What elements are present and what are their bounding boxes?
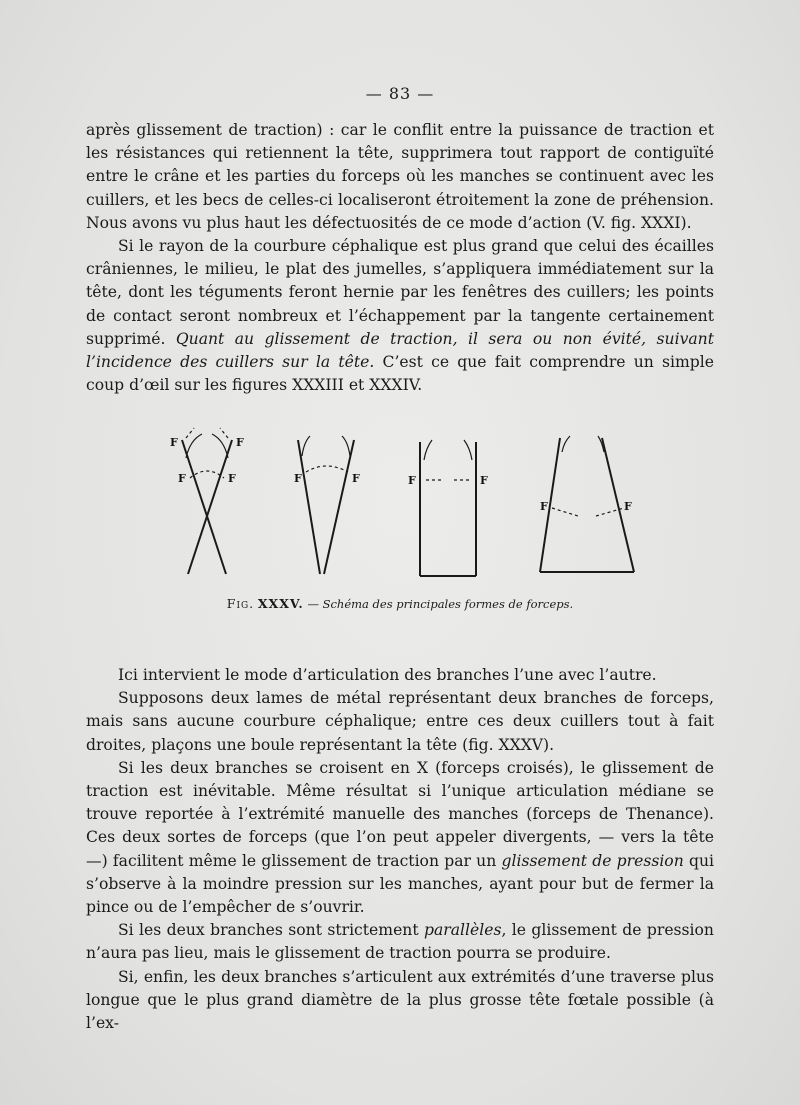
label-f: F	[228, 472, 236, 485]
paragraph-text: C’est ce que fait comprendre un simple coup d’œil sur les figures XXXIII et XXXIV.	[86, 353, 715, 395]
traction-arrow-v	[306, 466, 348, 472]
paragraph-text: , le glissement de pression n’aura pas lieu, mais le glissement de traction pourra se produire.	[86, 921, 714, 963]
label-f: F	[170, 436, 178, 449]
paragraph-italic-text: glissement de pression	[501, 851, 684, 870]
forceps-figure	[150, 420, 670, 590]
crossed-curve-right	[212, 434, 228, 458]
traction-arrow-trapezoid-left	[552, 508, 578, 516]
paragraph: Si, enfin, les deux branches s’articulent aux extrémités d’une traverse plus longue que le plus grand diamètre de la plus grosse tête fœtale possible (à l’ex-	[86, 967, 714, 1033]
v-curve-left	[302, 436, 310, 456]
paragraph-text: Si le rayon de la courbure céphalique est plus grand que celui des écailles crâniennes, le milieu, le plat des jumelles, s’appliquera immédiatement sur la tête, dont les téguments feront hernie par les fenêtres des cuillers; les points de contact seront nombreux et l’échappement par la tangente certainement supprimé.	[86, 237, 714, 348]
label-f: F	[624, 500, 632, 513]
v-branch-left	[298, 440, 320, 574]
paragraph: après glissement de traction) : car le conflit entre la puissance de traction et les résistances qui retiennent la tête, supprimera tout rapport de contiguïté entre le crâne et les parties du forceps où les manches se continuent avec les cuillers, et les becs de celles-ci localiseront étroitement la zone de préhension. Nous avons vu plus haut les défectuosités de ce mode d’action (V. fig. XXXI).	[86, 121, 714, 232]
v-branch-right	[324, 440, 354, 574]
label-f: F	[178, 472, 186, 485]
paragraph	[86, 919, 714, 965]
label-f: F	[540, 500, 548, 513]
crossed-curve-left	[186, 434, 202, 458]
escape-arrow-right	[220, 428, 228, 438]
crossed-branch-left	[182, 440, 226, 574]
paragraph	[86, 757, 714, 919]
label-f: F	[408, 474, 416, 487]
paragraph-italic-text: parallèles	[424, 921, 502, 940]
figure-caption	[0, 596, 800, 611]
text-block-upper	[86, 119, 714, 397]
paragraph: Ici intervient le mode d’articulation des branches l’une avec l’autre.	[118, 666, 657, 684]
paragraph	[86, 235, 714, 397]
page-number: — 83 —	[365, 84, 435, 103]
text-block-lower	[86, 664, 714, 1035]
label-f: F	[480, 474, 488, 487]
crossed-branch-right	[188, 440, 232, 574]
forceps-schema-diagram	[150, 420, 670, 590]
label-f: F	[236, 436, 244, 449]
caption-number: XXXV.	[257, 596, 304, 611]
caption-dash: —	[303, 597, 323, 611]
paragraph-text: Si les deux branches sont strictement	[118, 921, 424, 940]
paragraph-italic-text: Quant au glissement de traction, il sera ou non évité, suivant l’incidence des cuillers sur la tête.	[86, 329, 714, 372]
parallel-curve-right	[464, 440, 472, 460]
paragraph-text: qui s’observe à la moindre pression sur les manches, ayant pour but de fermer la pince ou de l’empêcher de s’ouvrir.	[86, 851, 714, 917]
caption-title: Schéma des principales formes de forceps.	[322, 597, 574, 611]
caption-label: Fig.	[226, 596, 255, 611]
escape-arrow-left	[186, 428, 194, 438]
paragraph-text: Si les deux branches se croisent en X (forceps croisés), le glissement de traction est inévitable. Même résultat si l’unique articulation médiane se trouve reportée à l’extrémité manuelle des manches (forceps de Thenance). Ces deux sortes de forceps (que l’on peut appeler divergents, — vers la tête —) facilitent même le glissement de traction par un	[86, 758, 714, 870]
trapezoid-curve-left	[562, 436, 570, 452]
v-curve-right	[342, 436, 350, 456]
label-f: F	[294, 472, 302, 485]
paragraph: Supposons deux lames de métal représentant deux branches de forceps, mais sans aucune courbure céphalique; entre ces deux cuillers tout à fait droites, plaçons une boule représentant la tête (fig. XXXV).	[86, 689, 714, 754]
parallel-curve-left	[424, 440, 432, 460]
label-f: F	[352, 472, 360, 485]
